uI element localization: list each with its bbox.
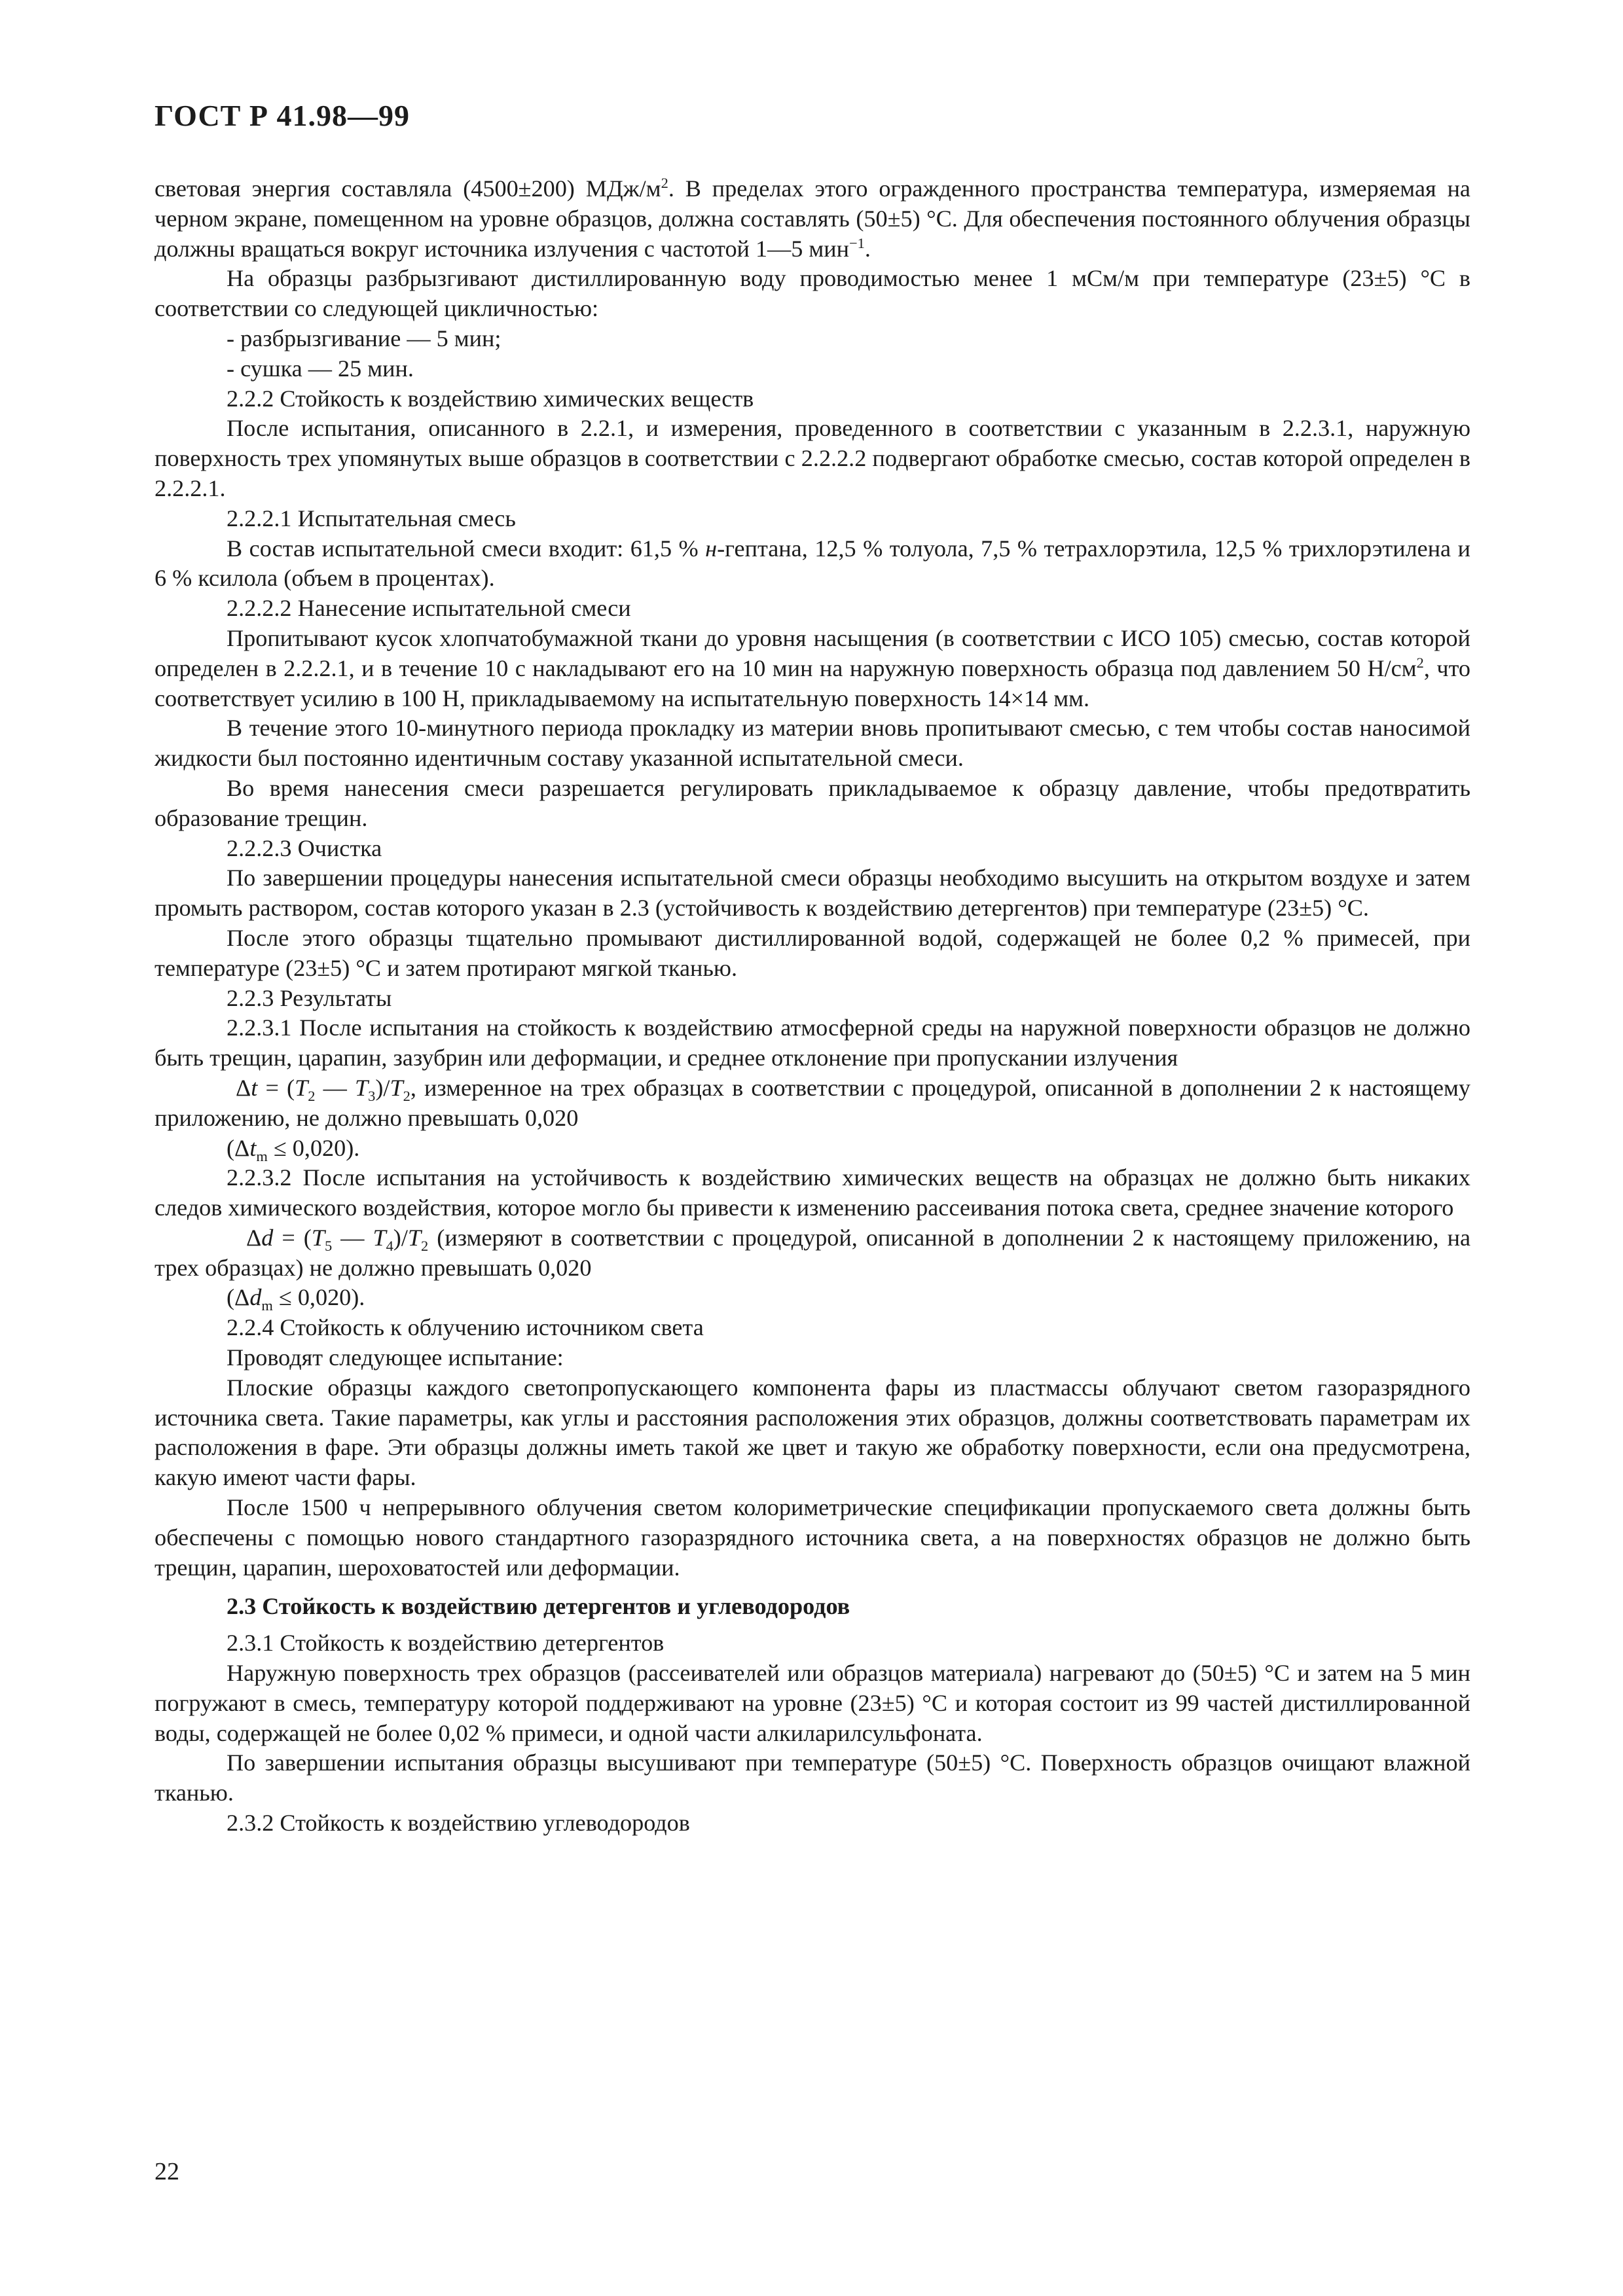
formula-delta-t-limit: [155, 1134, 1470, 1164]
section-heading-2-3-1: 2.3.1 Стойкость к воздействию детергентов: [227, 1630, 665, 1657]
text-run: . В пределах этого огражденного пространства температура, измеряемая на черном экране, помещенном на уровне образцов, должна составлять (50±5) °С. Для обеспечения постоянного облучения образцы должны вращаться вокруг источника излучения с частотой 1—5 мин: [155, 175, 1470, 262]
paragraph-spraying: На образцы разбрызгивают дистиллированную воду проводимостью менее 1 мСм/м при температуре (23±5) °С в соответствии со следующей цикличностью:: [155, 265, 1470, 322]
paragraph-results-weathering: 2.2.3.1 После испытания на стойкость к воздействию атмосферной среды на наружной поверхности образцов не должно быть трещин, царапин, зазубрин или деформации, и среднее отклонение при пропускании излучения: [155, 1014, 1470, 1071]
formula-delta-d: [155, 1223, 1470, 1283]
section-heading-2-2-3: 2.2.3 Результаты: [227, 984, 392, 1011]
italic-run: d: [249, 1284, 262, 1311]
text-run: ≤ 0,020).: [272, 1284, 365, 1311]
page-number: 22: [155, 2158, 179, 2185]
paragraph-soaking: В течение этого 10-минутного периода прокладку из материи вновь пропитывают смесью, с тем чтобы состав наносимой жидкости был постоянно идентичным составу указанной испытательной смеси.: [155, 715, 1470, 772]
text-run: Δ: [236, 1074, 251, 1101]
list-item-drying: - сушка — 25 мин.: [227, 355, 414, 382]
italic-run: T: [354, 1074, 369, 1101]
text-run: , измеренное на трех образцах в соответствии с процедурой, описанной в дополнении 2 к настоящему приложению, не должно превышать 0,020: [155, 1074, 1470, 1131]
italic-run: н: [705, 535, 718, 562]
paragraph-detergent-test: Наружную поверхность трех образцов (рассеивателей или образцов материала) нагревают до (50±5) °С и затем на 5 мин погружают в смесь, температуру которой поддерживают на уровне (23±5) °С и которая состоит из 99 частей дистиллированной воды, содержащей не более 0,02 % примеси, и одной части алкиларилсульфоната.: [155, 1660, 1470, 1746]
text-run: = (: [257, 1074, 295, 1101]
paragraph-light-energy: [155, 174, 1470, 264]
subscript: m: [261, 1297, 273, 1314]
section-heading-2-2-2-3: 2.2.2.3 Очистка: [227, 834, 382, 861]
document-code-header: ГОСТ Р 41.98—99: [155, 99, 410, 132]
italic-run: T: [295, 1074, 308, 1101]
text-run: )/: [393, 1224, 408, 1251]
paragraph-chemical-test: После испытания, описанного в 2.2.1, и измерения, проведенного в соответствии с указанным в 2.2.3.1, наружную поверхность трех упомянутых выше образцов в соответствии с 2.2.2.2 подвергают обработке смесью, состав которой определен в 2.2.2.1.: [155, 415, 1470, 501]
subscript: m: [256, 1147, 268, 1164]
superscript: 2: [1416, 654, 1424, 671]
text-run: (измеряют в соответствии с процедурой, описанной в дополнении 2 к настоящему приложению, на трех образцах) не должно превышать 0,020: [155, 1224, 1471, 1281]
section-heading-2-2-2-1: 2.2.2.1 Испытательная смесь: [227, 505, 516, 531]
formula-delta-d-limit: [155, 1283, 1470, 1313]
paragraph-irradiation: Плоские образцы каждого светопропускающего компонента фары из пластмассы облучают светом газоразрядного источника света. Такие параметры, как углы и расстояния расположения этих образцов, должны соответствовать параметрам их расположения в фаре. Эти образцы должны иметь такой же цвет и такую же обработку поверхности, если она предусмотрена, какую имеют части фары.: [155, 1374, 1470, 1491]
text-run: (Δ: [227, 1134, 250, 1161]
italic-run: t: [249, 1134, 257, 1161]
paragraph-test-mixture: [155, 534, 1470, 594]
text-run: световая энергия составляла (4500±200) МДж/м: [155, 175, 661, 202]
text-run: ≤ 0,020).: [267, 1134, 360, 1161]
text-run: Пропитывают кусок хлопчатобумажной ткани до уровня насыщения (в соответствии с ИСО 105) смесью, состав которой определен в 2.2.2.1, и в течение 10 с накладывают его на 10 мин на наружную поверхность образца под давлением 50 Н/см: [155, 624, 1470, 681]
italic-run: T: [373, 1224, 386, 1251]
list-item-spraying: - разбрызгивание — 5 мин;: [227, 325, 501, 351]
subscript: 5: [325, 1238, 333, 1255]
paragraph-rinsing: После этого образцы тщательно промывают дистиллированной водой, содержащей не более 0,2 % примесей, при температуре (23±5) °С и затем протирают мягкой тканью.: [155, 924, 1470, 981]
italic-run: T: [390, 1074, 403, 1101]
body-text: [155, 174, 1470, 1839]
text-run: (Δ: [227, 1284, 250, 1311]
text-run: —: [332, 1224, 373, 1251]
section-heading-2-2-2: 2.2.2 Стойкость к воздействию химических веществ: [227, 385, 754, 412]
text-run: .: [864, 235, 871, 262]
text-run: Δ: [246, 1224, 262, 1251]
paragraph-detergent-drying: По завершении испытания образцы высушивают при температуре (50±5) °С. Поверхность образцов очищают влажной тканью.: [155, 1749, 1470, 1806]
italic-run: d: [261, 1224, 274, 1251]
subscript: 2: [403, 1088, 410, 1105]
subscript: 4: [386, 1238, 393, 1255]
text-run: -гептана, 12,5 % толуола, 7,5 % тетрахлорэтила, 12,5 % трихлорэтилена и 6 % ксилола (объем в процентах).: [155, 535, 1470, 592]
italic-run: t: [251, 1074, 258, 1101]
text-run: = (: [273, 1224, 312, 1251]
italic-run: T: [311, 1224, 325, 1251]
italic-run: T: [407, 1224, 422, 1251]
text-run: )/: [375, 1074, 390, 1101]
text-run: —: [315, 1074, 355, 1101]
paragraph-application: [155, 624, 1470, 713]
paragraph-test-intro: Проводят следующее испытание:: [227, 1344, 564, 1371]
section-heading-2-3-2: 2.3.2 Стойкость к воздействию углеводородов: [227, 1810, 690, 1837]
superscript: −1: [849, 234, 865, 251]
subscript: 3: [368, 1088, 376, 1105]
paragraph-after-irradiation: После 1500 ч непрерывного облучения светом колориметрические спецификации пропускаемого света должны быть обеспечены с помощью нового стандартного газоразрядного источника света, а на поверхностях образцов не должно быть трещин, царапин, шероховатостей или деформации.: [155, 1494, 1470, 1581]
text-run: , что соответствует усилию в 100 Н, прикладываемому на испытательную поверхность 14×14 мм.: [155, 655, 1470, 711]
subscript: 2: [308, 1088, 316, 1105]
superscript: 2: [661, 174, 668, 191]
subscript: 2: [421, 1238, 429, 1255]
formula-delta-t: [155, 1073, 1470, 1134]
section-heading-2-3: 2.3 Стойкость к воздействию детергентов и углеводородов: [227, 1593, 850, 1620]
paragraph-cleaning: По завершении процедуры нанесения испытательной смеси образцы необходимо высушить на открытом воздухе и затем промыть раствором, состав которого указан в 2.3 (устойчивость к воздействию детергентов) при температуре (23±5) °С.: [155, 865, 1470, 922]
paragraph-pressure: Во время нанесения смеси разрешается регулировать прикладываемое к образцу давление, чтобы предотвратить образование трещин.: [155, 774, 1470, 831]
text-run: В состав испытательной смеси входит: 61,5 %: [227, 535, 706, 562]
section-heading-2-2-4: 2.2.4 Стойкость к облучению источником света: [227, 1314, 704, 1341]
paragraph-results-chemical: 2.2.3.2 После испытания на устойчивость к воздействию химических веществ на образцах не должно быть никаких следов химического воздействия, которое могло бы привести к изменению рассеивания потока света, среднее значение которого: [155, 1164, 1470, 1221]
section-heading-2-2-2-2: 2.2.2.2 Нанесение испытательной смеси: [227, 595, 631, 622]
